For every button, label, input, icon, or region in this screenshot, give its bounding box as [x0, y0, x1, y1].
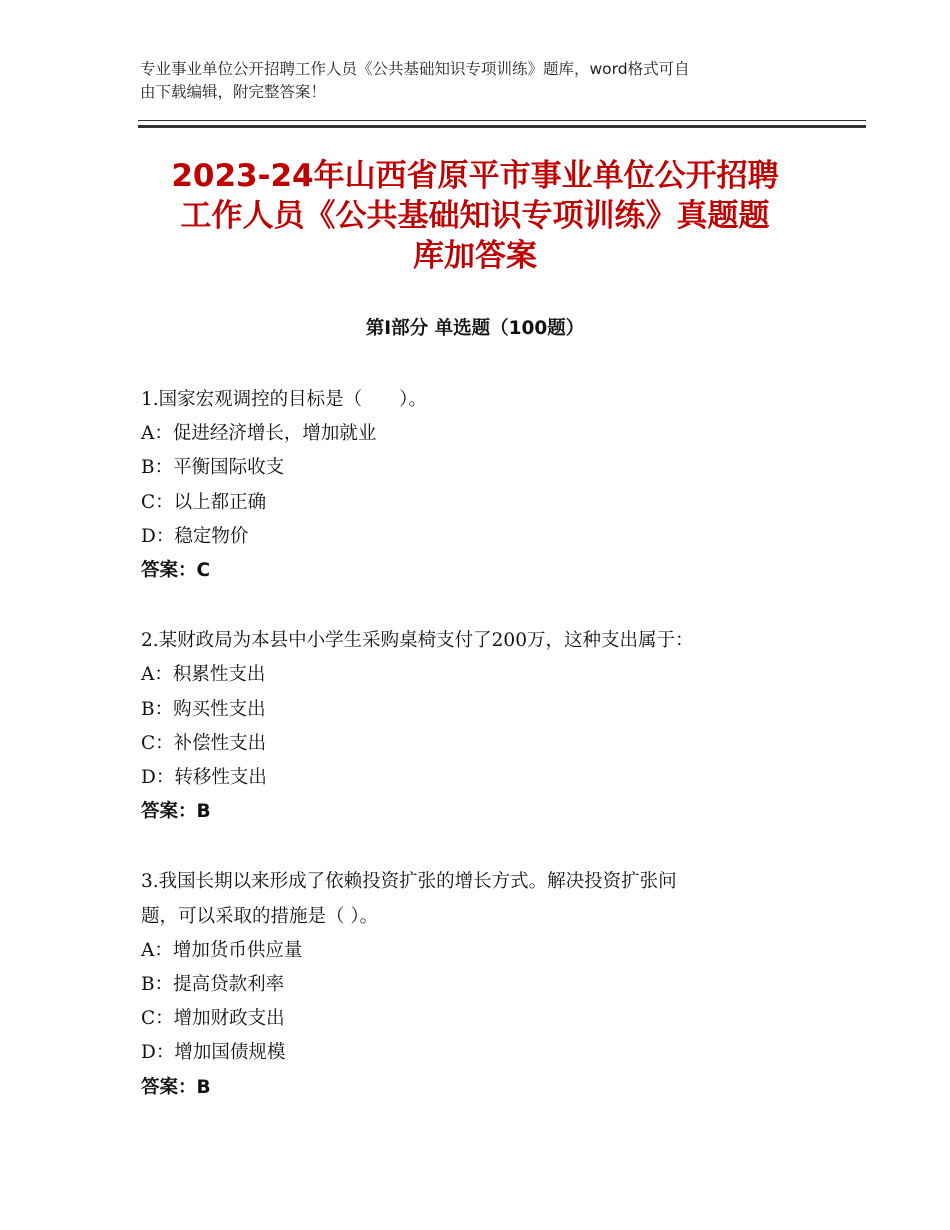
question-item	[141, 624, 821, 829]
option-b: B：购买性支出	[141, 698, 266, 720]
question-stem: 3.我国长期以来形成了依赖投资扩张的增长方式。解决投资扩张问	[141, 871, 677, 893]
question-stem: 2.某财政局为本县中小学生采购桌椅支付了200万，这种支出属于：	[141, 630, 694, 652]
answer-line: 答案：C	[141, 560, 211, 582]
option-c: C：增加财政支出	[141, 1008, 285, 1030]
document-title	[120, 156, 830, 276]
header-note-line: 由下载编辑，附完整答案！	[140, 83, 327, 101]
question-item	[141, 865, 821, 1104]
option-a: A：增加货币供应量	[141, 939, 303, 961]
header-note	[140, 58, 810, 104]
option-c: C：补偿性支出	[141, 732, 267, 754]
title-line: 2023-24年山西省原平市事业单位公开招聘	[171, 158, 779, 194]
header-divider-thin	[138, 120, 866, 121]
question-stem-continued: 题，可以采取的措施是（ ）。	[141, 905, 379, 927]
option-a: A：促进经济增长，增加就业	[141, 423, 377, 445]
question-list	[141, 383, 821, 1141]
option-a: A：积累性支出	[141, 664, 266, 686]
option-d: D：稳定物价	[141, 525, 249, 547]
header-note-line: 专业事业单位公开招聘工作人员《公共基础知识专项训练》题库，word格式可自	[140, 60, 690, 78]
question-stem: 1.国家宏观调控的目标是（ ）。	[141, 389, 427, 410]
answer-line: 答案：B	[141, 801, 211, 823]
title-line: 工作人员《公共基础知识专项训练》真题题	[180, 198, 770, 234]
answer-line: 答案：B	[141, 1076, 211, 1098]
option-d: D：增加国债规模	[141, 1042, 286, 1064]
option-d: D：转移性支出	[141, 767, 267, 789]
title-line: 库加答案	[413, 238, 537, 274]
header-divider-thick	[138, 125, 866, 128]
option-c: C：以上都正确	[141, 491, 267, 513]
option-b: B：平衡国际收支	[141, 457, 285, 479]
section-heading: 第Ⅰ部分 单选题（100题）	[365, 318, 585, 339]
option-b: B：提高贷款利率	[141, 974, 285, 996]
question-item	[141, 383, 821, 588]
